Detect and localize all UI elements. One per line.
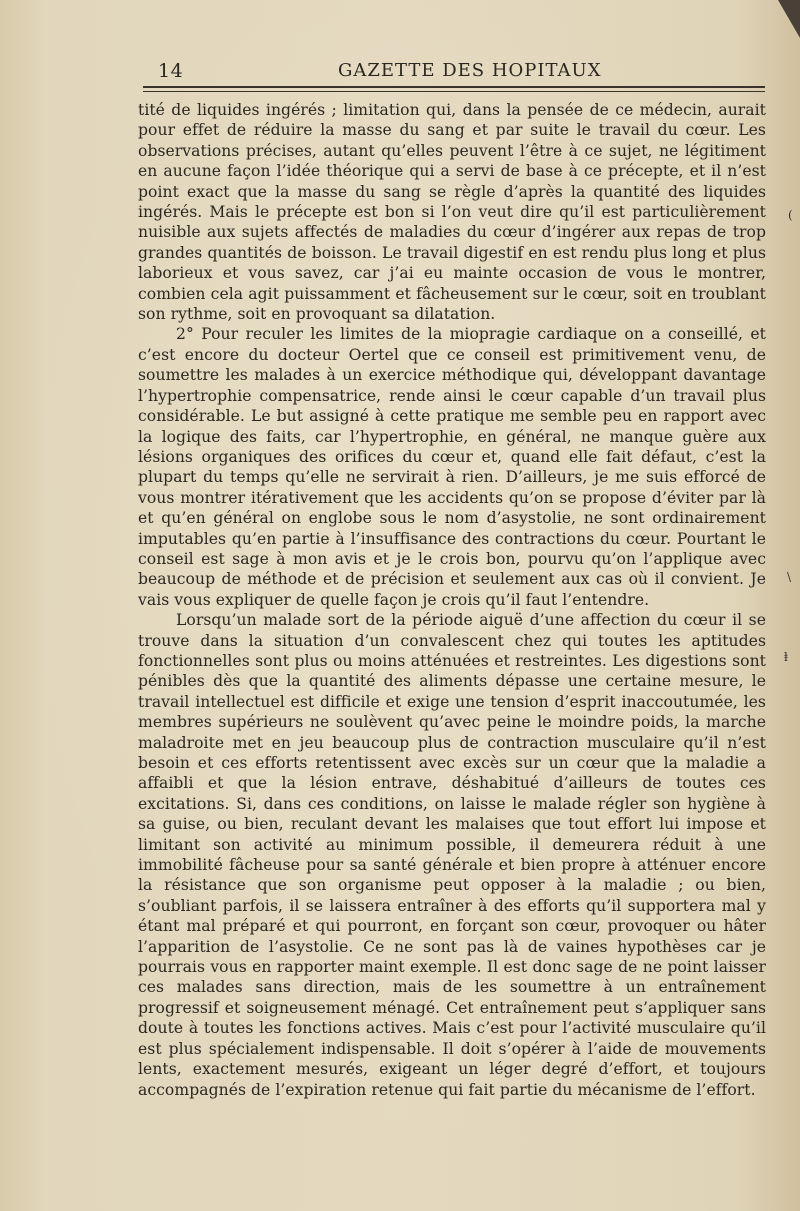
page-corner-shadow [778,0,800,38]
margin-mark: \ [787,570,792,584]
paragraph-numbered-2: 2° Pour reculer les limites de la miopragie cardiaque on a conseillé, et c’est encore du docteur Oertel que ce conseil est primitivement venu, de soumettre les malades à un exercice méthodique qui, développant davantage l’hypertrophie compensatrice, rende ainsi le cœur capable d’un travail plus considérable. Le but assigné à cette pratique me semble peu en rapport avec la logique des faits, car l’hypertrophie, en général, ne manque guère aux lésions organiques des orifices du cœur et, quand elle fait défaut, c’est la plupart du temps qu’elle ne servirait à rien. D’ailleurs, je me suis efforcé de vous montrer itérativement que les accidents qu’on se propose d’éviter par là et qu’en général on englobe sous le nom d’asystolie, ne sont ordinairement imputables qu’en partie à l’insuffisance des contractions du cœur. Pourtant le conseil est sage à mon avis et je le crois bon, pourvu qu’on l’applique avec beaucoup de méthode et de précision et seulement aux cas où il convient. Je vais vous expliquer de quelle façon je crois qu’il faut l’entendre. [138,325,766,609]
journal-title: GAZETTE DES HOPITAUX [338,60,602,81]
margin-mark: ⱡ [784,650,788,664]
paragraph-continued: tité de liquides ingérés ; limitation qui, dans la pensée de ce médecin, aurait pour effet de réduire la masse du sang et par suite le travail du cœur. Les observations précises, autant qu’elles peuvent l’être à ce sujet, ne légitiment en aucune façon l’idée théorique qui a servi de base à ce précepte, et il n’est point exact que la masse du sang se règle d’après la quantité des liquides ingérés. Mais le précepte est bon si l’on veut dire qu’il est particulièrement nuisible aux sujets affectés de maladies du cœur d’ingérer aux repas de trop grandes quantités de boisson. Le travail digestif en est rendu plus long et plus laborieux et vous savez, car j’ai eu mainte occasion de vous le montrer, combien cela agit puissamment et fâcheusement sur le cœur, soit en troublant son rythme, soit en provoquant sa dilatation. [138,101,766,324]
article-body [138,100,766,1100]
running-header [143,58,765,86]
header-rule-thin [143,91,765,92]
margin-mark: ( [788,208,793,222]
header-rule-thick [143,86,765,88]
paragraph-convalescent: Lorsqu’un malade sort de la période aiguë d’une affection du cœur il se trouve dans la situation d’un convalescent chez qui toutes les aptitudes fonctionnelles sont plus ou moins atténuées et restreintes. Les digestions sont pénibles dès que la quantité des aliments dépasse une certaine mesure, le travail intellectuel est difficile et exige une tension d’esprit inaccoutumée, les membres supérieurs ne soulèvent qu’avec peine le moindre poids, la marche maladroite met en jeu beaucoup plus de contraction musculaire qu’il n’est besoin et ces efforts retentissent avec excès sur un cœur que la maladie a affaibli et que la lésion entrave, déshabitué d’ailleurs de toutes ces excitations. Si, dans ces conditions, on laisse le malade régler son hygiène à sa guise, ou bien, reculant devant les malaises que tout effort lui impose et limitant son activité au minimum possible, il demeurera réduit à une immobilité fâcheuse pour sa santé générale et bien propre à atténuer encore la résistance que son organisme peut opposer à la maladie ; ou bien, s’oubliant parfois, il se laissera entraîner à des efforts qu’il supportera mal y étant mal préparé et qui pourront, en forçant son cœur, provoquer ou hâter l’apparition de l’asystolie. Ce ne sont pas là de vaines hypothèses car je pourrais vous en rapporter maint exemple. Il est donc sage de ne point laisser ces malades sans direction, mais de les soumettre à un entraînement progressif et soigneusement ménagé. Cet entraînement peut s’appliquer sans doute à toutes les fonctions actives. Mais c’est pour l’activité musculaire qu’il est plus spécialement indispensable. Il doit s’opérer à l’aide de mouvements lents, exactement mesurés, exigeant un léger degré d’effort, et toujours accompagnés de l’expiration retenue qui fait partie du mécanisme de l’effort. [138,611,766,1099]
page-number: 14 [158,60,184,82]
